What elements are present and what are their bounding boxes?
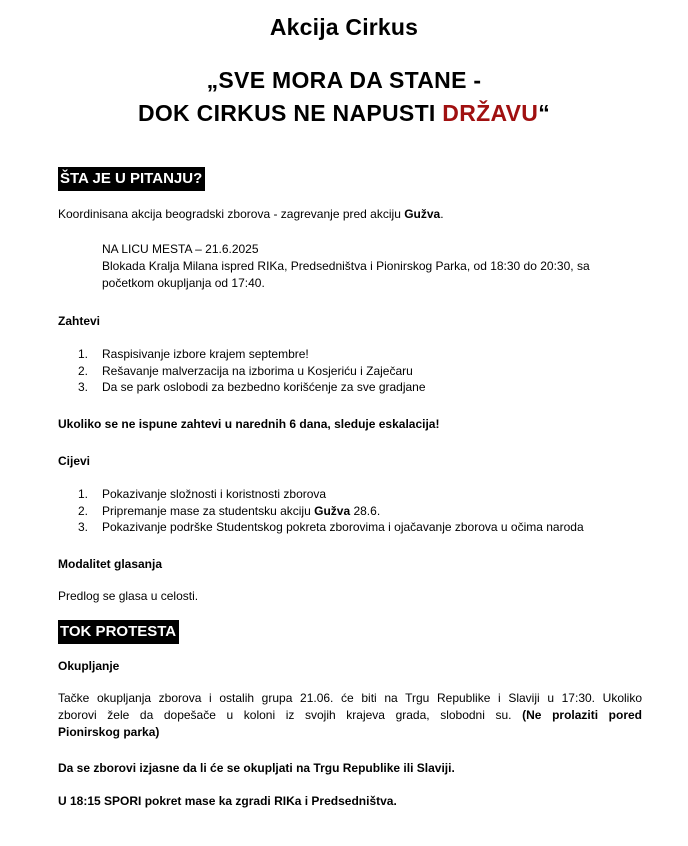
list-item-text: Pripremanje mase za studentsku akciju [102, 503, 315, 518]
headline-line-1: „SVE MORA DA STANE - [206, 67, 482, 93]
list-item [78, 486, 584, 503]
gathering-warning: (Ne prolaziti pored [522, 708, 643, 722]
list-item [78, 503, 584, 520]
intro-text [58, 206, 444, 223]
section-heading-tok-protesta: TOK PROTESTA [58, 620, 179, 644]
list-item-number: 3. [78, 380, 89, 394]
document-title: Akcija Cirkus [269, 14, 419, 40]
escalation-warning: Ukoliko se ne ispune zahtevi u narednih 6 dana, sleduje eskalacija! [58, 417, 440, 431]
voting-heading: Modalitet glasanja [58, 557, 163, 571]
demands-heading: Zahtevi [58, 314, 101, 328]
headline-line-2-text: DOK CIRKUS NE NAPUSTI [137, 100, 443, 126]
demands-list [78, 346, 426, 396]
list-item [78, 363, 426, 380]
list-item-text-end: 28.6. [350, 503, 381, 518]
location-date: NA LICU MESTA – 21.6.2025 [102, 242, 259, 256]
headline [0, 64, 688, 130]
list-item [78, 379, 426, 396]
location-block [102, 241, 590, 292]
location-description: Blokada Kralja Milana ispred RIKa, Predsedništva i Pionirskog Parka, od 18:30 do 20:30, sa [102, 259, 590, 273]
declare-instruction: Da se zborovi izjasne da li će se okupljati na Trgu Republike ili Slaviji. [58, 761, 455, 775]
section-heading-sta-je-u-pitanju: ŠTA JE U PITANJU? [58, 167, 205, 191]
headline-highlight: DRŽAVU [442, 100, 539, 126]
gathering-line-2-text: zborovi žele da dopešače u koloni iz svojih krajeva grada, slobodni su. [58, 708, 523, 722]
list-item-text: Da se park oslobodi za bezbedno korišćenje za sve gradjane [102, 380, 426, 394]
intro-text-main: Koordinisana akcija beogradski zborova - zagrevanje pred akciju [58, 207, 405, 221]
list-item-text: Raspisivanje izbore krajem septembre! [102, 347, 309, 361]
list-item-number: 2. [78, 503, 89, 518]
voting-text: Predlog se glasa u celosti. [58, 589, 199, 603]
gathering-warning-end: Pionirskog parka) [58, 725, 160, 739]
list-item-text-bold: Gužva [314, 503, 351, 518]
gathering-paragraph [58, 690, 642, 741]
gathering-heading: Okupljanje [58, 659, 120, 673]
list-item-text: Rešavanje malverzacija na izborima u Kosjeriću i Zaječaru [102, 363, 413, 378]
location-start-time: početkom okupljanja od 17:40. [102, 276, 265, 290]
list-item [78, 519, 584, 536]
intro-text-end: . [440, 207, 444, 221]
list-item-text: Pokazivanje složnosti i koristnosti zborova [102, 487, 327, 501]
march-instruction: U 18:15 SPORI pokret mase ka zgradi RIKa i Predsedništva. [58, 794, 397, 808]
list-item [78, 346, 426, 363]
headline-closing-quote: “ [538, 100, 551, 126]
list-item-number: 1. [78, 347, 89, 361]
intro-text-bold: Gužva [404, 207, 441, 221]
headline-line-2 [0, 97, 688, 130]
gathering-line-2 [58, 707, 642, 724]
list-item-number: 1. [78, 487, 89, 501]
goals-list [78, 486, 584, 536]
gathering-line-1: Tačke okupljanja zborova i ostalih grupa 21.06. će biti na Trgu Republike i Slaviji u 17:30. Ukoliko [58, 691, 642, 705]
list-item-number: 3. [78, 520, 89, 534]
list-item-number: 2. [78, 363, 89, 378]
goals-heading: Cijevi [58, 454, 91, 468]
list-item-text: Pokazivanje podrške Studentskog pokreta zborovima i ojačavanje zborova u očima naroda [102, 520, 584, 534]
